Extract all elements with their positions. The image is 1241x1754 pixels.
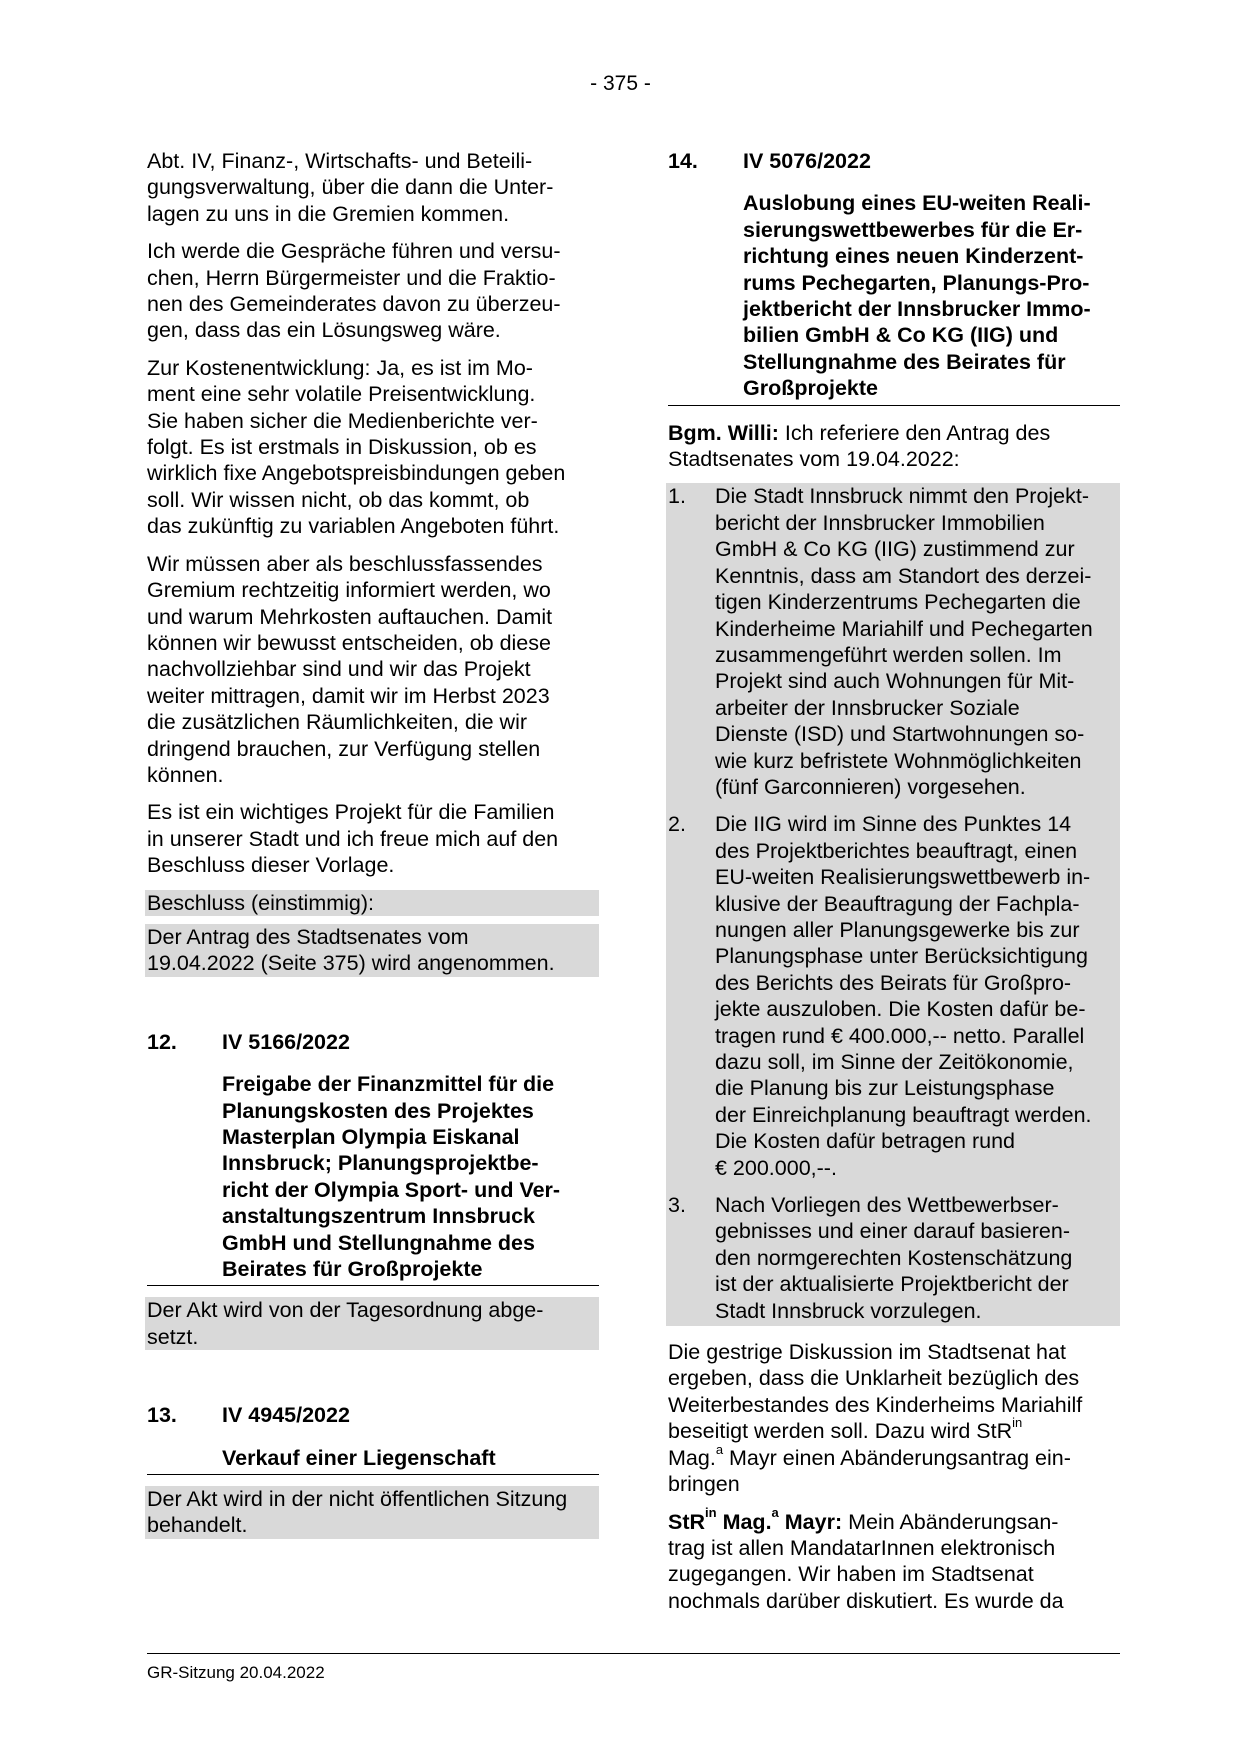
agenda-item-13	[147, 1402, 599, 1539]
intro-paragraph: Bgm. Willi: Ich referiere den Antrag des Stadtsenates vom 19.04.2022:	[668, 420, 1051, 472]
item-note: Der Akt wird von der Tagesordnung abge- setzt.	[145, 1297, 599, 1350]
item-number: 13.	[147, 1403, 177, 1428]
resolution-text: Der Antrag des Stadtsenates vom 19.04.2022 (Seite 375) wird angenommen.	[145, 924, 599, 977]
item-title: Verkauf einer Liegenschaft	[222, 1445, 496, 1470]
item-title: Freigabe der Finanzmittel für die Planungskosten des Projektes Masterplan Olympia Eiskanal Innsbruck; Planungsprojektbe- richt der Olympia Sport- und Ver- anstaltungszentrum Innsbruck GmbH und Stellungnahme des Beirates für Großprojekte	[222, 1072, 561, 1282]
item-note: Der Akt wird in der nicht öffentlichen Sitzung behandelt.	[145, 1486, 599, 1539]
item-code: IV 4945/2022	[222, 1403, 350, 1428]
resolution-box	[145, 890, 599, 977]
list-item: 1. Die Stadt Innsbruck nimmt den Projekt- bericht der Innsbrucker Immobilien GmbH & Co KG (IIG) zustimmend zur Kenntnis, dass am Standort des derzei- tigen Kinderzentrums Pechegarten die Kinderheime Mariahilf und Pechegarten zusammengeführt werden sollen. Im Projekt sind auch Wohnungen für Mit- arbeiter der Innsbrucker Soziale Dienste (ISD) und Startwohnungen so- wie kurz befristete Wohnmöglichkeiten (fünf Garconnieren) vorgesehen.	[668, 484, 1093, 799]
divider	[147, 1285, 599, 1286]
motion-list	[666, 483, 1120, 1326]
footer-text: GR-Sitzung 20.04.2022	[147, 1663, 325, 1682]
speaker-name: Bgm. Willi:	[668, 420, 779, 445]
item-number: 12.	[147, 1029, 177, 1054]
item-code: IV 5076/2022	[743, 149, 871, 173]
item-number: 14.	[668, 149, 698, 173]
list-item: 2. Die IIG wird im Sinne des Punktes 14 des Projektberichtes beauftragt, einen EU-weiten Realisierungswettbewerb in- klusive der Beauftragung der Fachpla- nungen aller Planungsgewerke bis zur Planungsphase unter Berücksichtigung des Berichts des Beirats für Großpro- jekte auszuloben. Die Kosten dafür be- tragen rund € 400.000,-- netto. Parallel dazu soll, im Sinne der Zeitökonomie, die Planung bis zur Leistungsphase der Einreichplanung beauftragt werden. Die Kosten dafür betragen rund € 200.000,--.	[668, 812, 1092, 1180]
right-column	[668, 148, 1120, 1625]
item-title: Auslobung eines EU-weiten Reali- sierungswettbewerbes für die Er- richtung eines neuen Kinderzent- rums Pechegarten, Planungs-Pro- jektbericht der Innsbrucker Immo- bilien GmbH & Co KG (IIG) und Stellungnahme des Beirates für Großprojekte	[743, 191, 1091, 401]
agenda-item-12	[147, 1029, 599, 1350]
resolution-label: Beschluss (einstimmig):	[145, 890, 599, 916]
divider	[147, 1474, 599, 1475]
left-column	[147, 148, 599, 1539]
agenda-item-14	[668, 148, 1120, 406]
paragraph-1: Abt. IV, Finanz-, Wirtschafts- und Beteili- gungsverwaltung, über die dann die Unter- lagen zu uns in die Gremien kommen.	[147, 149, 554, 226]
list-item: 3. Nach Vorliegen des Wettbewerbser- gebnisses und einer darauf basieren- den normgerechten Kostenschätzung ist der aktualisierte Projektbericht der Stadt Innsbruck vorzulegen.	[668, 1193, 1073, 1323]
paragraph-2: Ich werde die Gespräche führen und versu- chen, Herrn Bürgermeister und die Fraktio- nen des Gemeinderates davon zu überzeu- gen, dass das ein Lösungsweg wäre.	[147, 239, 561, 343]
page-number: - 375 -	[590, 72, 651, 95]
paragraph-3: Zur Kostenentwicklung: Ja, es ist im Mo- ment eine sehr volatile Preisentwicklung. Sie haben sicher die Medienberichte ver- folgt. Es ist erstmals in Diskussion, ob es wirklich fixe Angebotspreisbindungen geben soll. Wir wissen nicht, ob das kommt, ob das zukünftig zu variablen Angeboten führt.	[147, 355, 566, 539]
mayr-paragraph: StR$^{in}$ Mag.$^a$ Mayr: Mein Abänderungsan- trag ist allen MandatarInnen elektronisch zugegangen. Wir haben im Stadtsenat nochmals darüber diskutiert. Es wurde da	[668, 1505, 1064, 1613]
item-code: IV 5166/2022	[222, 1029, 350, 1054]
divider	[668, 405, 1120, 406]
discussion-paragraph: Die gestrige Diskussion im Stadtsenat hat ergeben, dass die Unklarheit bezüglich des Weiterbestandes des Kinderheims Mariahilf beseitigt werden soll. Dazu wird StR$^{in}$ Mag.$^a$ Mayr einen Abänderungsantrag ein- bringen	[668, 1340, 1083, 1497]
footer-divider	[147, 1653, 1120, 1654]
speaker-name: StR$^{in}$ Mag.$^a$ Mayr:	[668, 1505, 843, 1534]
paragraph-5: Es ist ein wichtiges Projekt für die Familien in unserer Stadt und ich freue mich auf den Beschluss dieser Vorlage.	[147, 800, 559, 878]
paragraph-4: Wir müssen aber als beschlussfassendes Gremium rechtzeitig informiert werden, wo und warum Mehrkosten auftauchen. Damit können wir bewusst entscheiden, ob diese nachvollziehbar sind und wir das Projekt weiter mittragen, damit wir im Herbst 2023 die zusätzlichen Räumlichkeiten, die wir dringend brauchen, zur Verfügung stellen können.	[147, 551, 553, 787]
